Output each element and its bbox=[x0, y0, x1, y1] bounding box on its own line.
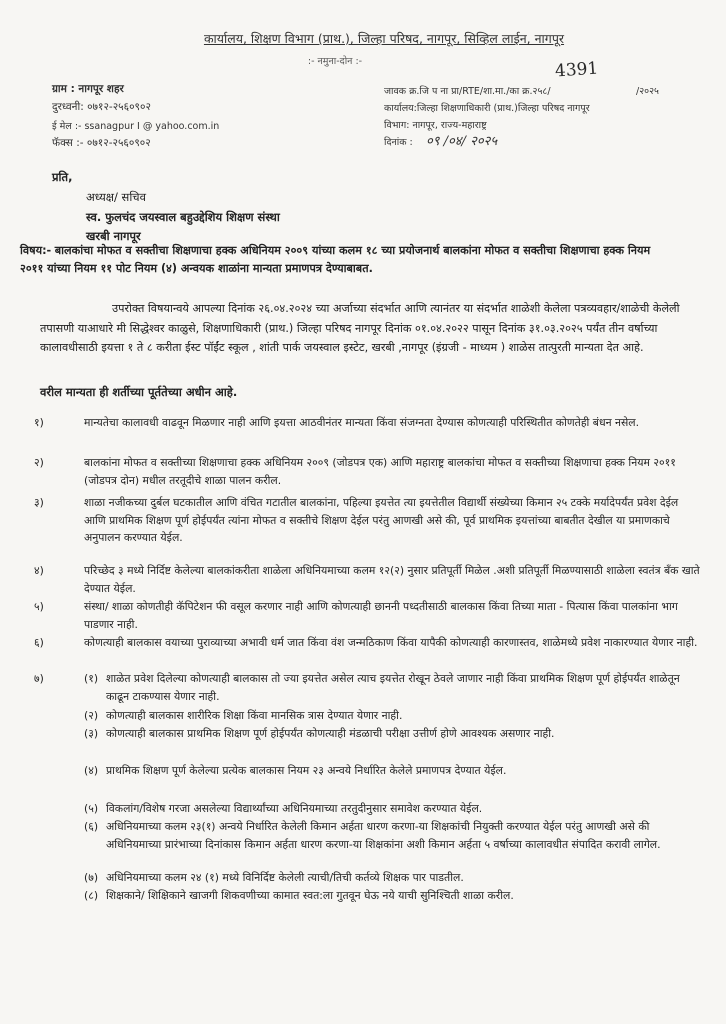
condition-number: २) bbox=[34, 456, 44, 469]
condition-item bbox=[34, 454, 700, 490]
phone-line: दुरध्वनी: ०७१२-२५६०९०२ bbox=[52, 101, 151, 113]
prati-label: प्रति, bbox=[52, 170, 73, 184]
sample-label: :- नमुना-दोन :- bbox=[307, 56, 363, 67]
condition-number: ६) bbox=[34, 636, 44, 649]
sub-number: (२) bbox=[84, 709, 99, 722]
email-line: ई मेल :- ssanagpur I @ yahoo.com.in bbox=[52, 121, 220, 132]
sub-number: (१) bbox=[84, 672, 99, 685]
sub-text: शाळेत प्रवेश दिलेल्या कोणत्याही बालकास तो ज्या इयत्तेत असेल त्याच इयत्तेत रोखून ठेवले जाणार नाही किंवा प्राथमिक शिक्षण पूर्ण होईपर्यंत शाळेतून काढून टाकण्यास येणार नाही. bbox=[106, 672, 680, 703]
office-heading: कार्यालय, शिक्षण विभाग (प्राथ.), जिल्हा परिषद, नागपूर, सिव्हिल लाईन, नागपूर bbox=[203, 31, 565, 46]
condition-item bbox=[34, 494, 700, 566]
condition-7-sub-item bbox=[84, 887, 704, 923]
condition-number: १) bbox=[34, 416, 44, 429]
condition-item bbox=[34, 562, 700, 598]
outward-number: जावक क्र.जि प ना प्रा/RTE/शा.मा./का क्र.२५८/ bbox=[384, 86, 551, 97]
addressee-line-1: अध्यक्ष/ सचिव bbox=[86, 190, 147, 204]
sub-number: (३) bbox=[84, 727, 99, 740]
handwritten-inward-number: 4391 bbox=[554, 58, 599, 82]
condition-7-sub-item bbox=[84, 725, 704, 761]
sub-number: (४) bbox=[84, 764, 99, 777]
condition-7-sub-item bbox=[84, 800, 704, 818]
condition-7-sub-item bbox=[84, 707, 704, 725]
condition-number: ५) bbox=[34, 600, 44, 613]
condition-text: मान्यतेचा कालावधी वाढवून मिळणार नाही आणि इयत्ता आठवीनंतर मान्यता किंवा संजग्नता देण्यास कोणत्याही परिस्थितीत कोणतेही बंधन नसेल. bbox=[84, 416, 640, 429]
condition-text: कोणत्याही बालकास वयाच्या पुराव्याच्या अभावी धर्म जात किंवा वंश जन्मठिकाण किंवा यापैकी कोणत्याही कारणास्तव, शाळेमध्ये प्रवेश नाकारण्यात येणार नाही. bbox=[84, 636, 698, 649]
sub-number: (७) bbox=[84, 871, 99, 884]
date-label: दिनांक : bbox=[384, 137, 413, 148]
condition-number: ४) bbox=[34, 564, 44, 577]
condition-7-sub-item bbox=[84, 762, 704, 798]
condition-text: संस्था/ शाळा कोणतीही कॅपिटेशन फी वसूल करणार नाही आणि कोणत्याही छाननी पध्दतीसाठी बालकास किंवा तिच्या माता - पित्यास किंवा पालकांना भाग पाडणार नाही. bbox=[84, 600, 678, 631]
sub-number: (८) bbox=[84, 889, 99, 902]
fax-line: फॅक्स :- ०७१२-२५६०९०२ bbox=[52, 137, 151, 149]
condition-number: ३) bbox=[34, 496, 44, 509]
condition-item bbox=[34, 414, 700, 450]
body-paragraph: उपरोक्त विषयान्वये आपल्या दिनांक २६.०४.२०२४ च्या अर्जाच्या संदर्भात आणि त्यानंतर या संदर्भात शाळेशी केलेला पत्रव्यवहार/शाळेची केलेली तपासणी याआधारे मी सिद्धेश्वर काळुसे, शिक्षणाधिकारी (प्राथ.) जिल्हा परिषद नागपूर दिनांक ०१.०४.२०२२ पासून दिनांक ३१.०३.२०२५ पर्यंत तीन वर्षाच्या कालावधीसाठी इयत्ता १ ते ८ करीता ईस्ट पॉईंट स्कूल , शांती पार्क जयस्वाल इस्टेट, खरबी ,नागपूर (इंग्रजी - माध्यम ) शाळेस तात्पुरती मान्यता देत आहे. bbox=[40, 302, 680, 354]
subject-text: बालकांचा मोफत व सक्तीचा शिक्षणाचा हक्क अधिनियम २००९ यांच्या कलम १८ च्या प्रयोजनार्थ बालकांना मोफत व सक्तीचा शिक्षणाचा हक्क नियम २०११ यांच्या नियम ११ पोट नियम (४) अन्वयक शाळांना मान्यता प्रमाणपत्र देण्याबाबत. bbox=[20, 244, 651, 275]
date-value: ०९ /०४/ २०२५ bbox=[426, 134, 498, 149]
condition-7-number: ७) bbox=[34, 672, 44, 685]
sub-number: (६) bbox=[84, 820, 99, 833]
subject-label: विषय:- bbox=[20, 244, 52, 257]
condition-text: परिच्छेद ३ मध्ये निर्दिष्ट केलेल्या बालकांकरीता शाळेला अधिनियमाच्या कलम १२(२) नुसार प्रतिपूर्ती मिळेल .अशी प्रतिपूर्ती मिळण्यासाठी शाळेला स्वतंत्र बँक खाते देण्यात येईल. bbox=[84, 564, 700, 595]
outward-year: /२०२५ bbox=[636, 86, 659, 97]
department-line: विभाग: नागपूर, राज्य-महाराष्ट्र bbox=[384, 120, 487, 131]
condition-7-sub-item bbox=[84, 818, 704, 872]
sub-text: शिक्षकाने/ शिक्षिकाने खाजगी शिकवणीच्या कामात स्वत:ला गुतवून घेऊ नये याची सुनिश्चिती शाळा करील. bbox=[106, 889, 514, 902]
sub-text: कोणत्याही बालकास शारीरिक शिक्षा किंवा मानसिक त्रास देण्यात येणार नाही. bbox=[106, 709, 403, 722]
condition-item bbox=[34, 634, 700, 670]
issuing-office: कार्यालय:जिल्हा शिक्षणाधिकारी (प्राथ.)जिल्हा परिषद नागपूर bbox=[384, 103, 590, 114]
sub-text: अधिनियमाच्या कलम २४ (१) मध्ये विनिर्दिष्ट केलेली त्याची/तिची कर्तव्ये शिक्षक पार पाडतील. bbox=[106, 871, 464, 884]
condition-text: बालकांना मोफत व सक्तीच्या शिक्षणाचा हक्क अधिनियम २००९ (जोडपत्र एक) आणि महाराष्ट्र बालकांचा मोफत व सक्तीच्या शिक्षणाचा हक्क नियम २०११ (जोडपत्र दोन) मधील तरतूदीचे शाळा पालन करील. bbox=[84, 456, 676, 487]
condition-7-sub-item bbox=[84, 869, 704, 887]
condition-item bbox=[34, 598, 700, 634]
sub-number: (५) bbox=[84, 802, 99, 815]
gram-line: ग्राम : नागपूर शहर bbox=[52, 83, 124, 95]
condition-text: शाळा नजीकच्या दुर्बल घटकातील आणि वंचित गटातील बालकांना, पहिल्या इयत्तेत त्या इयत्तेतील विद्यार्थी संख्येच्या किमान २५ टक्के मर्यादेपर्यंत प्रवेश देईल आणि प्राथमिक शिक्षण पूर्ण होईपर्यंत त्यांना मोफत व सक्तीचे शिक्षण देईल परंतु आणखी असे की, पूर्व प्राथमिक इयत्तांच्या बाबतीत देखील या प्रमाणकाचे अनुपालन करण्यात येईल. bbox=[84, 496, 679, 544]
sub-text: प्राथमिक शिक्षण पूर्ण केलेल्या प्रत्येक बालकास नियम २३ अन्वये निर्धारित केलेले प्रमाणपत्र देण्यात येईल. bbox=[106, 764, 507, 777]
condition-7-sub-item bbox=[84, 670, 704, 706]
addressee-line-3: खरबी नागपूर bbox=[86, 229, 141, 243]
addressee-line-2: स्व. फुलचंद जयस्वाल बहुउद्देशिय शिक्षण संस्था bbox=[86, 210, 280, 224]
sub-text: कोणत्याही बालकास प्राथमिक शिक्षण पूर्ण होईपर्यंत कोणत्याही मंडळाची परीक्षा उत्तीर्ण होणे आवश्यक असणार नाही. bbox=[106, 727, 555, 740]
subject-block bbox=[20, 242, 660, 278]
sub-text: अधिनियमाच्या कलम २३(१) अन्वये निर्धारित केलेली किमान अर्हता धारण करणा-या शिक्षकांची नियुक्ती करण्यात येईल परंतु आणखी असे की अधिनियमाच्या प्रारंभाच्या दिनांकास किमान अर्हता धारण करणा-या शिक्षकांना अशी किमान अर्हता ५ वर्षाच्या कालावधीत संपादित करावी लागेल. bbox=[106, 820, 661, 851]
conditions-lead: वरील मान्यता ही शर्तीच्या पूर्ततेच्या अधीन आहे. bbox=[40, 385, 238, 399]
sub-text: विकलांग/विशेष गरजा असलेल्या विद्यार्थ्यांच्या अधिनियमाच्या तरतुदीनुसार समावेश करण्यात येईल. bbox=[106, 802, 483, 815]
